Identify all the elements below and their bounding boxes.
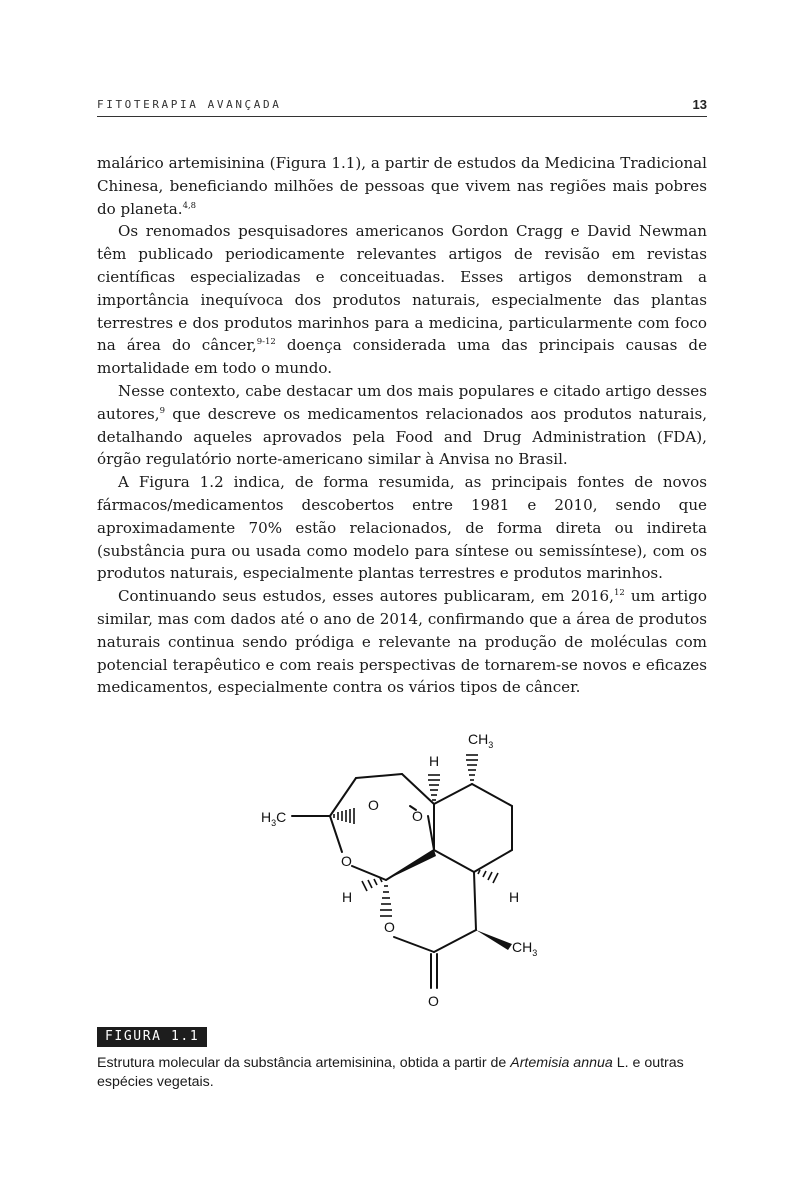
bond-c-c [330,778,356,816]
hash-line [374,879,377,885]
bond-c-o [330,816,342,852]
paragraph-5-text-b: um artigo similar, mas com dados até o ano de 2014, confirmando que a área de produtos naturais continua sendo pródiga e relevante na produção de moléculas com potencial terapêutico e com reais perspectivas de tornarem-se novos e eficazes medicamentos, especialmente contra os vários tipos de câncer. [97,587,707,697]
hash-line [488,872,492,880]
paragraph-4 [97,471,707,585]
paragraph-3 [97,380,707,471]
paragraph-5-text-a: Continuando seus estudos, esses autores publicaram, em 2016, [118,587,614,606]
figure-label: FIGURA 1.1 [97,1027,207,1047]
paragraph-3-text-a: Nesse contexto, cabe destacar um dos mais populares e citado artigo desses autores, [97,381,707,423]
wedge-bond [386,850,436,880]
atom-labels [261,731,537,1009]
paragraph-2-text-a: Os renomados pesquisadores americanos Gordon Cragg e David Newman têm publicado periodicamente relevantes artigos de revisão em revistas científicas especializadas e conceituadas. Esses artigos demonstram a importância inequívoca dos produtos naturais, especialmente das plantas terrestres e dos produtos marinhos para a medicina, particularmente com foco na área do câncer, [97,222,707,355]
label-h-left: H [342,889,353,905]
citation-4-8: 4,8 [182,200,197,211]
bond-c-c [474,850,512,872]
label-o-carbonyl: O [428,993,439,1009]
bond-lines [292,774,512,988]
molecule-drawing [250,722,560,1018]
hash-line [493,873,498,883]
bond-o-c [352,866,386,880]
artemisinin-structure-figure [250,722,560,1018]
label-h-top: H [429,753,440,769]
paragraph-1 [97,152,707,220]
paragraph-3-text-b: que descreve os medicamentos relacionados aos produtos naturais, detalhando aqueles aprovados pela Food and Drug Administration (FDA), órgão regulatório norte-americano similar à Anvisa no Brasil. [97,404,707,469]
paragraph-2-text-b: doença considerada uma das principais causas de mortalidade em todo o mundo. [97,336,707,378]
wedge-bond-methyl [476,930,512,950]
page-number: 13 [692,97,707,112]
figure-caption [97,1054,709,1092]
paragraph-5 [97,585,707,699]
paragraph-2 [97,220,707,380]
bond-c-c [474,872,476,930]
label-h-right: H [509,889,520,905]
label-o-lactone: O [384,919,395,935]
bond-c-c [472,784,512,806]
citation-12: 12 [613,588,625,599]
hash-line [368,880,372,888]
bond-c-c [434,784,472,804]
caption-text-a: Estrutura molecular da substância artemisinina, obtida a partir de [97,1055,511,1071]
label-h3c: $H_3C$ [261,809,287,828]
label-ch3-bottom: $CH_3$ [512,939,538,958]
hash-line [362,881,367,891]
hash-line [483,871,486,877]
citation-9: 9 [159,405,165,416]
running-header [97,96,707,117]
label-o-ring: O [341,853,352,869]
hashed-bonds [334,755,498,916]
caption-text-b: L. e outras espécies vegetais. [97,1055,684,1090]
bond-c-c [434,930,476,952]
running-title: FITOTERAPIA AVANÇADA [97,98,282,111]
bond-o-c [394,937,434,952]
bond-c-c [356,774,402,778]
bond-c-c [402,774,434,804]
label-o-peroxide-2: O [412,808,423,824]
bond-c-c [434,850,474,872]
label-o-peroxide-1: O [368,797,379,813]
body-text [97,152,707,699]
caption-species-name: Artemisia annua [510,1055,613,1071]
label-ch3-top: $CH_3$ [468,731,494,750]
paragraph-1-text: malárico artemisinina (Figura 1.1), a partir de estudos da Medicina Tradicional Chinesa, beneficiando milhões de pessoas que vivem nas regiões mais pobres do planeta. [97,154,707,218]
paragraph-4-text: A Figura 1.2 indica, de forma resumida, as principais fontes de novos fármacos/medicamentos descobertos entre 1981 e 2010, sendo que aproximadamente 70% estão relacionados, de forma direta ou indireta (substância pura ou usada como modelo para síntese ou semissíntese), com os produtos naturais, especialmente plantas terrestres e produtos marinhos. [97,473,707,583]
citation-9-12: 9-12 [256,337,276,348]
